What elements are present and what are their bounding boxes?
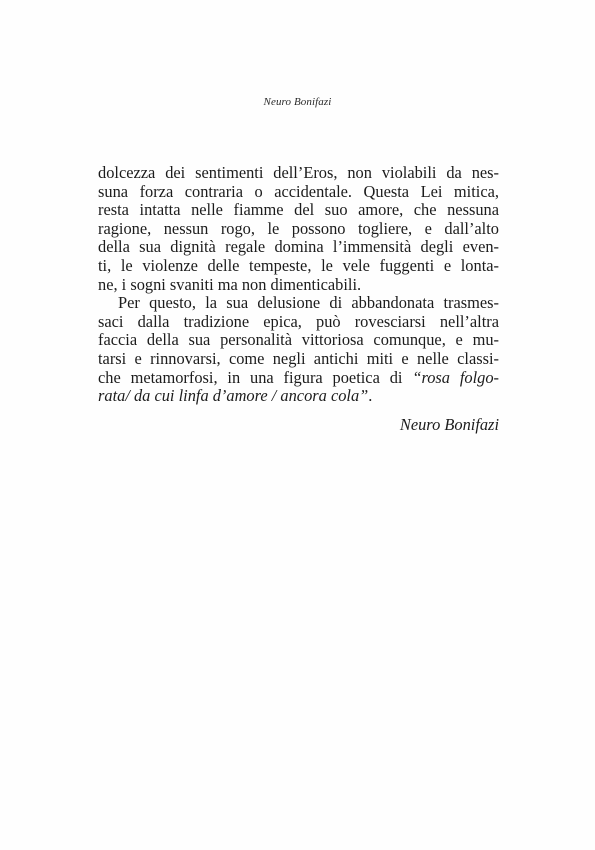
running-head: Neuro Bonifazi bbox=[263, 96, 332, 108]
text-line bbox=[98, 387, 499, 406]
signature: Neuro Bonifazi bbox=[399, 415, 499, 434]
text-line: saci dalla tradizione epica, può rovesciarsi nell’altra bbox=[98, 311, 499, 331]
text-line: resta intatta nelle fiamme del suo amore, che nessuna bbox=[98, 200, 499, 220]
text-line: faccia della sua personalità vittoriosa comunque, e mu- bbox=[98, 330, 499, 350]
quote-segment: “rosa folgo- bbox=[412, 367, 499, 387]
text-line: ragione, nessun rogo, le possono togliere, e dall’alto bbox=[98, 218, 499, 238]
text-line: suna forza contraria o accidentale. Questa Lei mitica, bbox=[98, 181, 499, 201]
quote-segment: rata/ da cui linfa d’amore / ancora cola” bbox=[98, 386, 369, 406]
text-segment: che metamorfosi, in una figura poetica di bbox=[98, 367, 413, 387]
text-line: ne, i sogni svaniti ma non dimenticabili. bbox=[98, 274, 362, 294]
text-segment: . bbox=[368, 386, 373, 406]
text-line: Per questo, la sua delusione di abbandonata trasmes- bbox=[118, 293, 499, 313]
text-line: tarsi e rinnovarsi, come negli antichi miti e nelle classi- bbox=[98, 348, 499, 368]
text-line: ti, le violenze delle tempeste, le vele fuggenti e lonta- bbox=[98, 255, 499, 275]
text-line: dolcezza dei sentimenti dell’Eros, non violabili da nes- bbox=[98, 163, 499, 182]
text-line bbox=[98, 369, 499, 388]
body-text bbox=[98, 164, 499, 406]
text-line: della sua dignità regale domina l’immensità degli even- bbox=[98, 237, 499, 257]
